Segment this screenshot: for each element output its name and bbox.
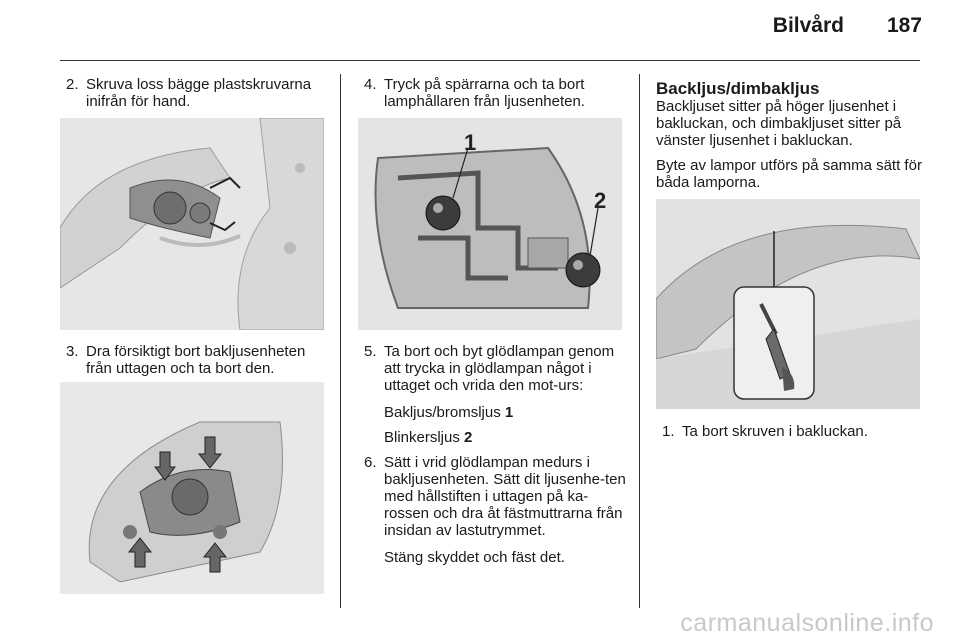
step-text: Stäng skyddet och fäst det.	[384, 549, 565, 566]
step-6	[358, 454, 628, 539]
step-number: 3.	[66, 343, 79, 360]
step-2	[60, 76, 330, 110]
lamp-holder-illustration	[358, 118, 622, 330]
step-text: Tryck på spärrarna och ta bort lamphållaren från ljusenheten.	[384, 76, 585, 110]
bulb-number: 1	[504, 404, 514, 421]
watermark: carmanualsonline.info	[680, 609, 934, 637]
figure-label-1: 1	[464, 130, 477, 155]
page-number: 187	[886, 14, 922, 37]
bulb-item-1	[358, 404, 628, 421]
paragraph-2: Byte av lampor utförs på samma sätt för båda lamporna.	[656, 157, 922, 191]
step-number: 5.	[364, 343, 377, 360]
figure-tail-light-screws	[60, 118, 324, 330]
bulb-number: 2	[464, 429, 473, 446]
figure-tail-light-removal	[60, 382, 324, 594]
step-number: 4.	[364, 76, 377, 93]
step-text: Skruva loss bägge plastskruvarna inifrån för hand.	[86, 76, 312, 110]
step-number: 2.	[66, 76, 79, 93]
header-divider	[60, 60, 920, 61]
bulb-label: Blinkersljus	[384, 429, 460, 446]
column-3	[656, 80, 922, 191]
bulb-label: Bakljus/bromsljus	[384, 404, 501, 421]
paragraph-1: Backljuset sitter på höger ljusenhet i bakluckan, och dimbakljuset sitter på vänster ljusenhet i bakluckan.	[656, 98, 902, 149]
step-3	[60, 343, 330, 377]
column-1	[60, 76, 330, 110]
tail-light-screws-illustration	[60, 118, 324, 330]
column-divider-2	[639, 74, 640, 608]
figure-tailgate-screw	[656, 199, 920, 409]
column-2	[358, 76, 628, 110]
step-text: Ta bort och byt glödlampan genom att trycka in glödlampan något i uttaget och vrida den mot-urs:	[384, 343, 615, 394]
step-text: Dra försiktigt bort bakljusenheten från uttagen och ta bort den.	[86, 343, 306, 377]
step-number: 6.	[364, 454, 377, 471]
step-6-followup	[358, 549, 628, 566]
step-number: 1.	[662, 423, 675, 440]
step-text: Ta bort skruven i bakluckan.	[682, 423, 868, 440]
section-heading: Backljus/dimbakljus	[656, 79, 820, 98]
column-2-lower	[358, 343, 628, 566]
tailgate-screw-illustration	[656, 199, 920, 409]
column-divider-1	[340, 74, 341, 608]
tail-light-removal-illustration	[60, 382, 324, 594]
step-5	[358, 343, 628, 394]
step-1	[656, 423, 922, 440]
page-section-title: Bilvård	[772, 14, 844, 37]
figure-label-2: 2	[594, 188, 607, 213]
step-text: Sätt i vrid glödlampan medurs i bakljusenheten. Sätt dit ljusenhe-ten med hållstiften i uttagen på ka-rossen och dra åt fästmuttrarna från insidan av lastutrymmet.	[384, 454, 626, 539]
step-4	[358, 76, 628, 110]
column-3-lower	[656, 423, 922, 440]
bulb-item-2	[358, 429, 628, 446]
figure-lamp-holder	[358, 118, 622, 330]
column-1-lower	[60, 343, 330, 377]
